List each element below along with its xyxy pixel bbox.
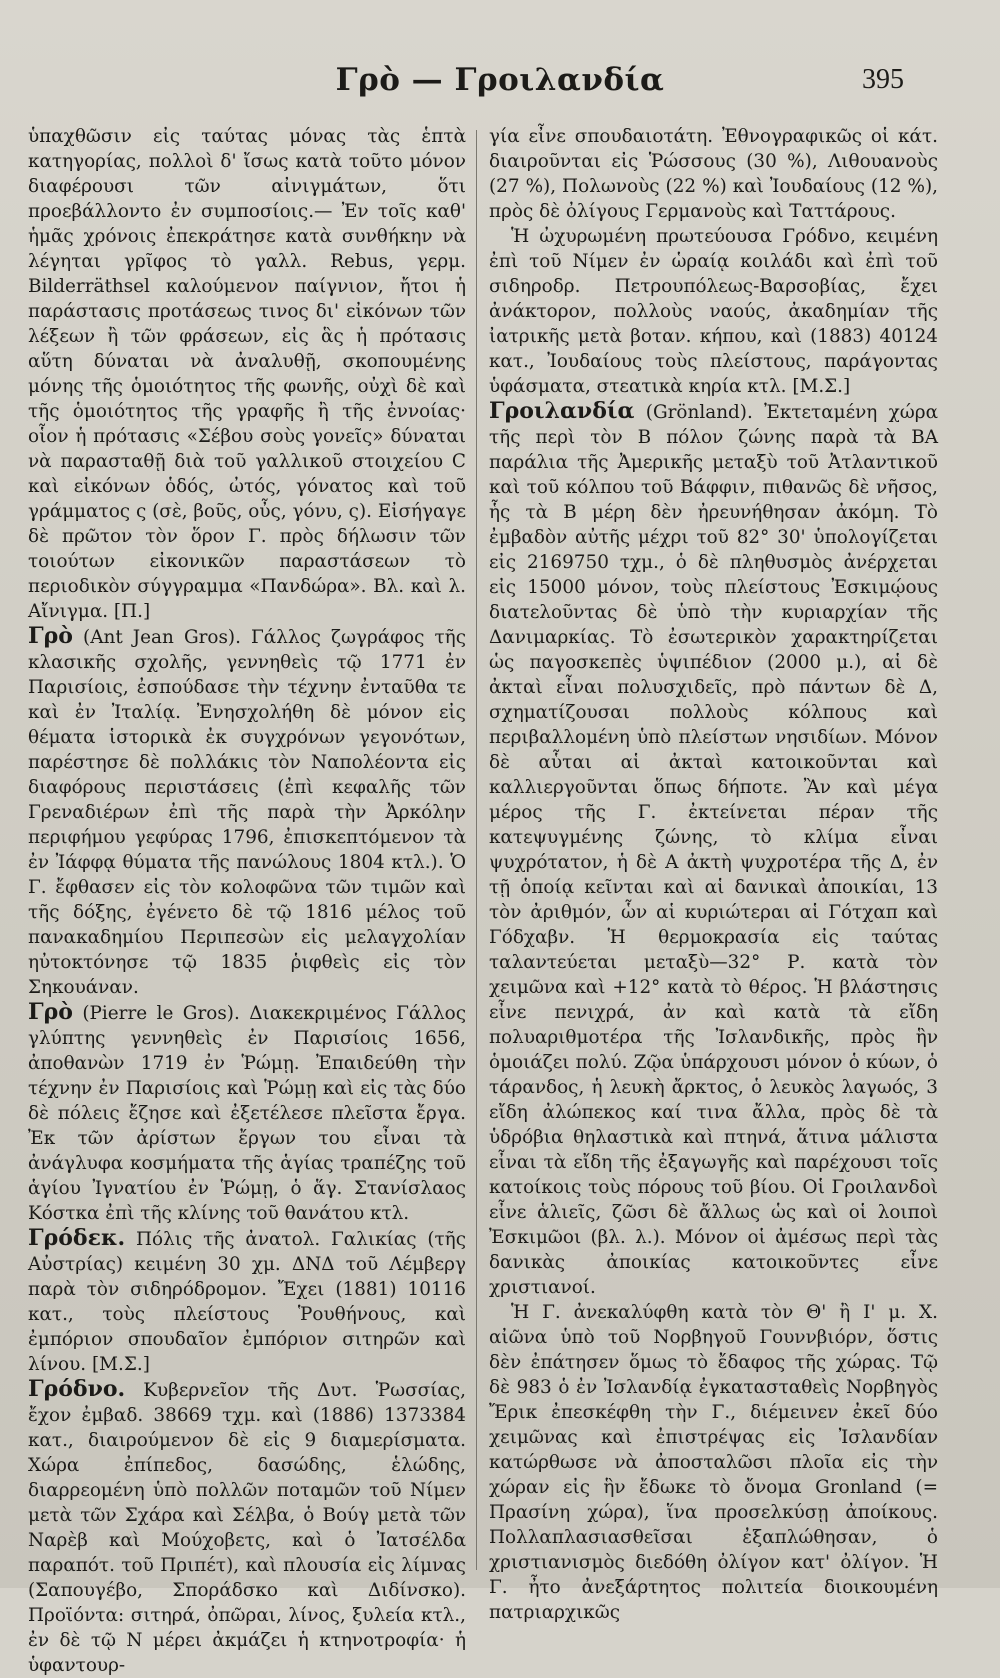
entry-text: Ἡ ὠχυρωμένη πρωτεύουσα Γρόδνο, κειμένη ἐπὶ τοῦ Νίμεν ἐν ὡραίᾳ κοιλάδι καὶ ἐπὶ τοῦ σιδηροδρ. Πετρουπόλεως-Βαρσοβίας, ἔχει ἀνάκτορον, πολλοὺς ναούς, ἀκαδημίαν τῆς ἰατρικῆς μετὰ βοταν. κήπου, καὶ (1883) 40124 κατ., Ἰουδαίους τοὺς πλείστους, παράγοντας ὑφάσματα, στεατικὰ κηρία κτλ. [Μ.Σ.] (489, 226, 938, 397)
entry-text: (Grönland). Ἐκτεταμένη χώρα τῆς περὶ τὸν Β πόλον ζώνης παρὰ τὰ ΒΑ παράλια τῆς Ἀμερικῆς μεταξὺ τοῦ Ἀτλαντικοῦ καὶ τοῦ κόλπου τοῦ Βάφφιν, πιθανῶς δὲ νῆσος, ἧς τὰ Β μέρη δὲν ἠρευνήθησαν ἀκόμη. Τὸ ἐμβαδὸν αὐτῆς μέχρι τοῦ 82° 30' ὑπολογίζεται εἰς 2169750 τχμ., ὁ δὲ πληθυσμὸς ἀνέρχεται εἰς 15000 μόνον, τοὺς πλείστους Ἐσκιμῴους διατελοῦντας δὲ ὑπὸ τὴν κυριαρχίαν τῆς Δανιμαρκίας. Τὸ ἐσωτερικὸν χαρακτηρίζεται ὡς παγοσκεπὲς ὑψιπέδιον (2000 μ.), αἱ δὲ ἀκταὶ εἶναι πολυσχιδεῖς, πρὸ πάντων δὲ Δ, σχηματίζουσαι πολλοὺς κόλπους καὶ περιβαλλομένη ὑπὸ πλείστων νησιδίων. Μόνον δὲ αὗται αἱ ἀκταὶ κατοικοῦνται καὶ καλλιεργοῦνται ὅπως δήποτε. Ἂν καὶ μέγα μέρος τῆς Γ. ἐκτείνεται πέραν τῆς κατεψυγμένης ζώνης, τὸ κλίμα εἶναι ψυχρότατον, ἡ δὲ Α ἀκτὴ ψυχροτέρα τῆς Δ, ἐν τῇ ὁποίᾳ κεῖνται καὶ αἱ δανικαὶ ἀποικίαι, 13 τὸν ἀριθμόν, ὧν αἱ κυριώτεραι αἱ Γότχαπ καὶ Γόδχαβν. Ἡ θερμοκρασία εἰς ταύτας ταλαντεύεται μεταξὺ—32° Ρ. κατὰ τὸν χειμῶνα καὶ +12° κατὰ τὸ θέρος. Ἡ βλάστησις εἶνε πενιχρά, ἀν καὶ κατὰ τὰ εἴδη πολυαριθμοτέρα τῆς Ἰσλανδικῆς, πρὸς ἣν ὁμοιάζει πολύ. Ζῷα ὑπάρχουσι μόνον ὁ κύων, ὁ τάρανδος, ἡ λευκὴ ἄρκτος, ὁ λευκὸς λαγωός, 3 εἴδη ἀλώπεκος καί τινα ἄλλα, πρὸς δὲ τὰ ὑδρόβια θηλαστικὰ καὶ πτηνά, ἅτινα μάλιστα εἶναι τὰ εἴδη τῆς ἐξαγωγῆς καὶ παρέχουσι τοῖς κατοίκοις τοὺς πόρους τοῦ βίου. Οἱ Γροιλανδοὶ εἶνε ἁλιεῖς, ζῶσι δὲ ἄλλως ὡς καὶ οἱ λοιποὶ Ἐσκιμῶοι (βλ. λ.). Μόνον οἱ ἀμέσως περὶ τὰς δανικὰς ἀποικίας κατοικοῦντες εἶνε χριστιανοί. (489, 402, 938, 1298)
entry-paragraph (28, 1000, 466, 1226)
entry-paragraph (489, 399, 938, 1300)
entry-text: Κυβερνεῖον τῆς Δυτ. Ῥωσσίας, ἔχον ἐμβαδ. 38669 τχμ. καὶ (1886) 1373384 κατ., διαιρούμενον δὲ εἰς 9 διαμερίσματα. Χώρα ἐπίπεδος, δασώδης, ἑλώδης, διαρρεομένη ὑπὸ πολλῶν ποταμῶν τοῦ Νίμεν μετὰ τῶν Σχάρα καὶ Σέλβα, ὁ Βούγ μετὰ τῶν Ναρὲβ καὶ Μούχοβετς, καὶ ὁ Ἰατσέλδα παραπότ. τοῦ Πριπέτ), καὶ πλουσία εἰς λίμνας (Σαπουγέβο, Σποράδσκο καὶ Διδίνσκο). Προϊόντα: σιτηρά, ὀπῶραι, λίνος, ξυλεία κτλ., ἐν δὲ τῷ Ν μέρει ἀκμάζει ἡ κτηνοτροφία· ἡ ὑφαντουρ- (28, 1380, 466, 1676)
entry-paragraph (28, 1226, 466, 1377)
entry-paragraph (28, 624, 466, 1000)
entry-headword: Γρὸ (28, 623, 73, 649)
entry-paragraph (489, 1300, 938, 1625)
entry-text: ὑπαχθῶσιν εἰς ταύτας μόνας τὰς ἑπτὰ κατηγορίας, πολλοὶ δ' ἴσως κατὰ τοῦτο μόνον διαφέρουσι τῶν αἰνιγμάτων, ὅτι προεβάλλοντο ἐν συμποσίοις.— Ἐν τοῖς καθ' ἡμᾶς χρόνοις ἐπεκράτησε κατὰ συνθήκην νὰ λέγηται γρῖφος τὸ γαλλ. Rebus, γερμ. Bilderräthsel καλούμενον παίγνιον, ἤτοι ἡ παράστασις προτάσεως τινος δι' εἰκόνων τῶν λέξεων ἢ τῶν φράσεων, εἰς ἃς ἡ πρότασις αὕτη δύναται νὰ ἀναλυθῇ, σκοπουμένης μόνης τῆς ὁμοιότητος τῆς φωνῆς, οὐχὶ δὲ καὶ τῆς ὁμοιότητος τῆς γραφῆς ἢ τῆς ἐννοίας· οἷον ἡ πρότασις «Σέβου σοὺς γονεῖς» δύναται νὰ παρασταθῇ διὰ τοῦ γαλλικοῦ στοιχείου C καὶ εἰκόνων ὁδός, ὠτός, γόνατος καὶ τοῦ γράμματος ς (σὲ, βοῦς, οὖς, γόνυ, ς). Εἰσήγαγε δὲ πρῶτον τὸν ὅρον Γ. πρὸς δήλωσιν τῶν τοιούτων εἰκονικῶν παραστάσεων τὸ περιοδικὸν σύγγραμμα «Πανδώρα». Βλ. καὶ λ. Αἴνιγμα. [Π.] (28, 126, 466, 622)
running-head: Γρὸ — Γροιλανδία (335, 62, 665, 98)
entry-text: Πόλις τῆς ἀνατολ. Γαλικίας (τῆς Αὐστρίας) κειμένη 30 χμ. ΔΝΔ τοῦ Λέμβεργ παρὰ τὸν σιδηρόδρομον. Ἔχει (1881) 10116 κατ., τοὺς πλείστους Ῥουθήνους, καὶ ἐμπόριον σπουδαῖον ἐμπόριον σιτηρῶν καὶ λίνου. [Μ.Σ.] (28, 1229, 466, 1375)
entry-headword: Γρόδεκ. (28, 1225, 126, 1251)
page-number: 395 (862, 64, 904, 95)
entry-text: Ἡ Γ. ἀνεκαλύφθη κατὰ τὸν Θ' ἢ Ι' μ. Χ. αἰῶνα ὑπὸ τοῦ Νορβηγοῦ Γουννβιόρν, ὅστις δὲν ἐπάτησεν ὅμως τὸ ἔδαφος τῆς χώρας. Τῷ δὲ 983 ὁ ἐν Ἰσλανδίᾳ ἐγκατασταθεὶς Νορβηγὸς Ἔρικ ἐπεσκέφθη τὴν Γ., διέμεινεν ἐκεῖ δύο χειμῶνας καὶ ἐπιστρέψας εἰς Ἰσλανδίαν κατώρθωσε νὰ ἀποσταλῶσι πλοῖα εἰς τὴν χώραν εἰς ἣν ἔδωκε τὸ ὄνομα Gronland (= Πρασίνη χώρα), ἵνα προσελκύσῃ ἀποίκους. Πολλαπλασιασθεῖσαι ἐξαπλώθησαν, ὁ χριστιανισμὸς διεδόθη ὀλίγον κατ' ὀλίγον. Ἡ Γ. ἦτο ἀνεξάρτητος πολιτεία διοικουμένη πατριαρχικῶς (489, 1302, 938, 1623)
entry-headword: Γρὸ (28, 999, 73, 1025)
left-column (28, 124, 466, 1676)
entry-text: γία εἶνε σπουδαιοτάτη. Ἐθνογραφικῶς οἱ κάτ. διαιροῦνται εἰς Ῥώσσους (30 %), Λιθουανοὺς (27 %), Πολωνοὺς (22 %) καὶ Ἰουδαίους (12 %), πρὸς δὲ ὀλίγους Γερμανοὺς καὶ Ταττάρους. (489, 126, 938, 222)
entry-paragraph (489, 224, 938, 399)
page-header (0, 62, 1000, 112)
entry-headword: Γρόδνο. (28, 1376, 126, 1402)
right-column (489, 124, 938, 1623)
entry-paragraph (28, 1377, 466, 1678)
entry-paragraph (28, 124, 466, 624)
entry-paragraph (489, 124, 938, 224)
entry-text: (Ant Jean Gros). Γάλλος ζωγράφος τῆς κλασικῆς σχολῆς, γεννηθεὶς τῷ 1771 ἐν Παρισίοις, ἐσπούδασε τὴν τέχνην ἐνταῦθα τε καὶ ἐν Ἰταλίᾳ. Ἐνησχολήθη δὲ μόνον εἰς θέματα ἱστορικὰ ἐκ συγχρόνων γεγονότων, παρέστησε δὲ πολλάκις τὸν Ναπολέοντα εἰς διαφόρους περιστάσεις (ἐπὶ κεφαλῆς τῶν Γρεναδιέρων ἐπὶ τῆς παρὰ τὴν Ἀρκόλην περιφήμου γεφύρας 1796, ἐπισκεπτόμενον τὰ ἐν Ἰάφφᾳ θύματα τῆς πανώλους 1804 κτλ.). Ὁ Γ. ἔφθασεν εἰς τὸν κολοφῶνα τῶν τιμῶν καὶ τῆς δόξης, ἐγένετο δὲ τῷ 1816 μέλος τοῦ πανακαδημίου Περιπεσὼν εἰς μελαγχολίαν ηὐτοκτόνησε τῷ 1835 ῥιφθεὶς εἰς τὸν Σηκουάναν. (28, 627, 466, 998)
entry-text: (Pierre le Gros). Διακεκριμένος Γάλλος γλύπτης γεννηθεὶς ἐν Παρισίοις 1656, ἀποθανὼν 1719 ἐν Ῥώμῃ. Ἐπαιδεύθη τὴν τέχνην ἐν Παρισίοις καὶ Ῥώμῃ καὶ εἰς τὰς δύο δὲ πόλεις ἔζησε καὶ ἐξετέλεσε πλεῖστα ἔργα. Ἐκ τῶν ἀρίστων ἔργων του εἶναι τὰ ἀνάγλυφα κοσμήματα τῆς ἁγίας τραπέζης τοῦ ἁγίου Ἰγνατίου ἐν Ῥώμῃ, ὁ ἅγ. Στανίσλαος Κόστκα ἐπὶ τῆς κλίνης τοῦ θανάτου κτλ. (28, 1003, 466, 1224)
entry-headword: Γροιλανδία (489, 398, 635, 424)
column-divider (476, 130, 477, 1570)
